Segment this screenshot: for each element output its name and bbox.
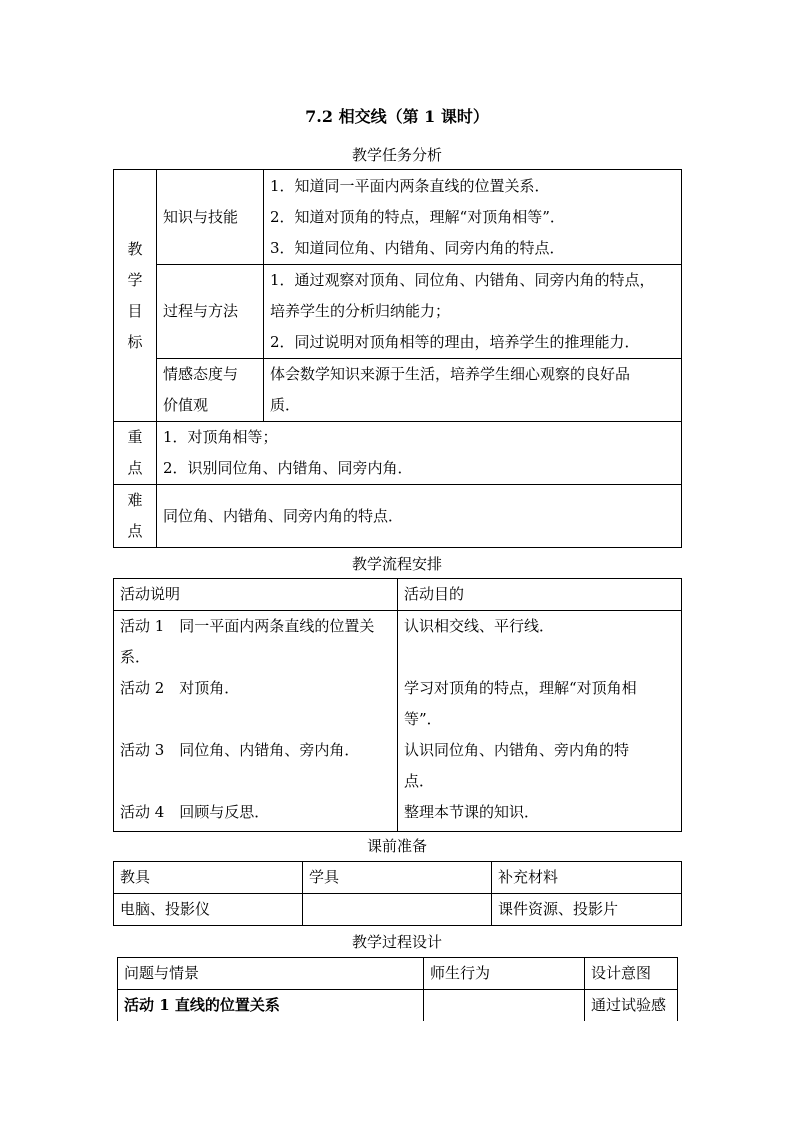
- flow-purpose-line: 学习对顶角的特点，理解“对顶角相: [404, 679, 637, 697]
- objectives-label-char: 学: [127, 270, 143, 289]
- design-activity-1-intent: 通过试验感: [585, 990, 678, 1022]
- prep-value-teaching-aids: 电脑、投影仪: [114, 894, 303, 926]
- flow-header-activity: 活动说明: [114, 579, 398, 611]
- process-item: 2．同过说明对顶角相等的理由，培养学生的推理能力．: [270, 333, 640, 351]
- flow-purpose-line: 认识同位角、内错角、旁内角的特: [404, 741, 630, 759]
- knowledge-skills-label: 知识与技能: [157, 170, 264, 265]
- emotion-label-line: 情感态度与: [163, 365, 239, 383]
- flow-activity-line: 活动 2 对顶角．: [120, 679, 240, 697]
- objectives-label-char: 教: [127, 239, 143, 258]
- difficulty-label-char: 点: [127, 522, 143, 540]
- flow-activity-line: 活动 4 回顾与反思．: [120, 803, 270, 821]
- difficulty-label-char: 难: [127, 491, 143, 509]
- design-header-problem: 问题与情景: [118, 958, 424, 990]
- knowledge-item: 1．知道同一平面内两条直线的位置关系．: [270, 176, 550, 195]
- flow-purpose-line: 认识相交线、平行线．: [404, 617, 555, 635]
- flow-activity-line: 活动 3 同位角、内错角、旁内角．: [120, 741, 360, 759]
- emotion-label-line: 价值观: [163, 396, 209, 414]
- key-label-char: 重: [127, 428, 143, 446]
- emotion-item: 体会数学知识来源于生活，培养学生细心观察的良好品: [270, 365, 631, 383]
- objectives-label-char: 目: [127, 301, 143, 320]
- flow-header-purpose: 活动目的: [398, 579, 682, 611]
- process-item: 培养学生的分析归纳能力；: [270, 302, 451, 320]
- flow-purpose-line: 等”．: [404, 710, 442, 728]
- knowledge-skills-content: [264, 170, 682, 265]
- design-table: [117, 957, 678, 1021]
- prep-value-materials: 课件资源、投影片: [492, 894, 682, 926]
- prep-table: [113, 861, 682, 926]
- flow-activity-line: 系．: [120, 648, 151, 666]
- flow-purpose-line: 整理本节课的知识．: [404, 803, 540, 821]
- difficulty-label: [114, 485, 157, 548]
- process-methods-content: [264, 265, 682, 359]
- page-title: 7.2 相交线（第 1 课时）: [305, 107, 489, 126]
- design-header-intent: 设计意图: [585, 958, 678, 990]
- design-activity-1-behavior: [424, 990, 585, 1022]
- objectives-label-cell: [114, 170, 157, 422]
- knowledge-item: 3．知道同位角、内错角、同旁内角的特点．: [270, 238, 565, 257]
- difficulty-content: 同位角、内错角、同旁内角的特点．: [157, 485, 682, 548]
- objectives-label-char: 标: [127, 332, 143, 351]
- emotion-item: 质．: [270, 396, 301, 414]
- flow-activity-line: 活动 1 同一平面内两条直线的位置关: [120, 617, 375, 635]
- key-item: 1．对顶角相等；: [163, 428, 278, 446]
- process-methods-label: 过程与方法: [157, 265, 264, 359]
- key-points-label: [114, 422, 157, 485]
- knowledge-item: 2．知道对顶角的特点，理解“对顶角相等”．: [270, 207, 565, 226]
- flow-table: [113, 578, 682, 832]
- emotion-values-label: [157, 359, 264, 422]
- flow-purposes-cell: [398, 611, 682, 832]
- prep-header-student-tools: 学具: [303, 862, 492, 894]
- prep-header-materials: 补充材料: [492, 862, 682, 894]
- design-header-behavior: 师生行为: [424, 958, 585, 990]
- flow-activities-cell: [114, 611, 398, 832]
- emotion-values-content: [264, 359, 682, 422]
- section-heading-design: 教学过程设计: [351, 933, 442, 951]
- flow-purpose-line: 点．: [404, 772, 435, 790]
- key-label-char: 点: [127, 459, 143, 477]
- key-points-content: [157, 422, 682, 485]
- design-activity-1-title: 活动 1 直线的位置关系: [118, 990, 424, 1022]
- prep-value-student-tools: [303, 894, 492, 926]
- prep-header-teaching-aids: 教具: [114, 862, 303, 894]
- key-item: 2．识别同位角、内错角、同旁内角．: [163, 459, 413, 477]
- section-heading-flow: 教学流程安排: [351, 555, 442, 573]
- section-heading-prep: 课前准备: [366, 837, 427, 855]
- process-item: 1．通过观察对顶角、同位角、内错角、同旁内角的特点，: [270, 271, 655, 289]
- task-analysis-table: [113, 169, 682, 548]
- section-heading-task-analysis: 教学任务分析: [351, 146, 442, 164]
